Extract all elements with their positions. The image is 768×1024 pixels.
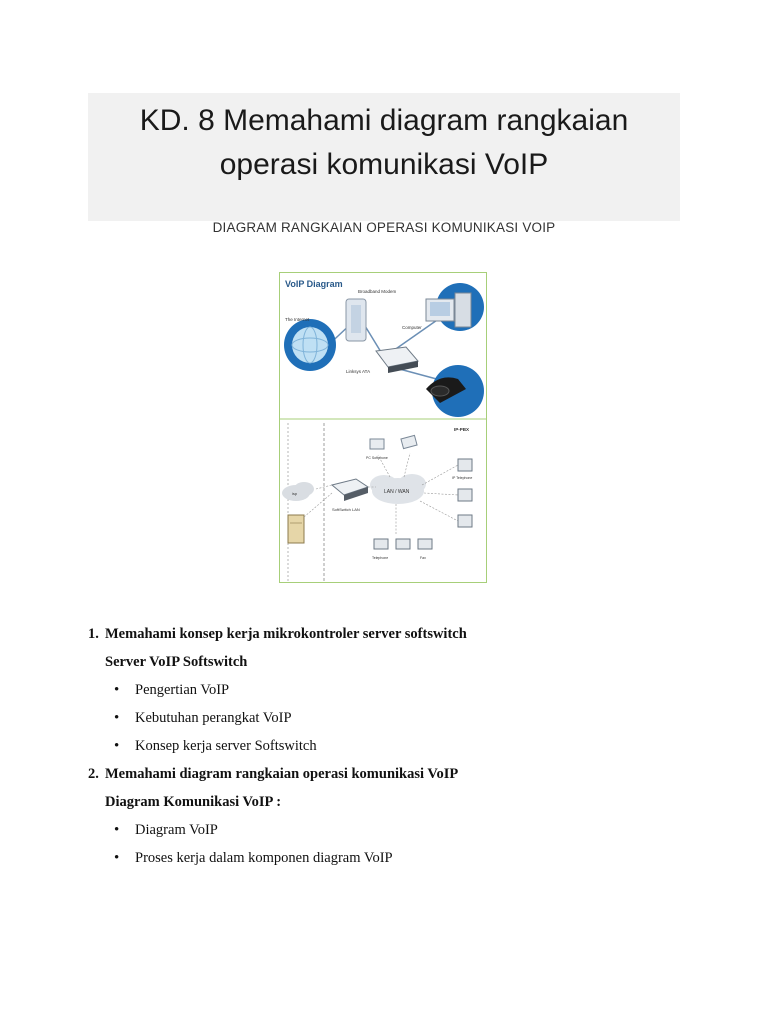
section-number: 2. [88,766,99,782]
svg-text:IP Telephone: IP Telephone [452,476,473,480]
diagram-title: VoIP Diagram [285,279,343,289]
page-title [88,93,680,187]
section-subheading: Diagram Komunikasi VoIP : [105,794,282,810]
svg-text:Linksys ATA: Linksys ATA [346,369,371,374]
server-icon [288,515,304,543]
list-item: • Kebutuhan perangkat VoIP [114,704,688,732]
section-number: 1. [88,626,99,642]
list-item: • Proses kerja dalam komponen diagram VoIP [114,844,688,872]
page-title-line-1: KD. 8 Memahami diagram rangkaian [139,104,629,137]
telephone-fax-icons [374,539,432,549]
voip-diagram-top-panel [280,273,486,418]
svg-text:Telephone: Telephone [372,556,389,560]
svg-text:LAN / WAN: LAN / WAN [384,489,410,495]
broadband-modem-icon [346,299,366,341]
title-banner [88,93,680,221]
bullet-list [88,816,688,872]
list-item: • Pengertian VoIP [114,676,688,704]
internet-globe-icon [284,319,336,371]
list-item: • Konsep kerja server Softswitch [114,732,688,760]
ip-telephone-icons [458,459,472,527]
svg-text:Broadband Modem: Broadband Modem [358,289,397,294]
section-heading [88,620,688,648]
section-subtitle: DIAGRAM RANGKAIAN OPERASI KOMUNIKASI VOIP [212,220,556,235]
section-1 [88,620,688,760]
section-heading-text: Memahami diagram rangkaian operasi komunikasi VoIP [105,766,459,782]
section-subheading: Server VoIP Softswitch [105,654,248,670]
list-item: • Diagram VoIP [114,816,688,844]
section-heading-text: Memahami konsep kerja mikrokontroler server softswitch [105,626,467,642]
bullet-list [88,676,688,760]
svg-text:PC Softphone: PC Softphone [366,456,388,460]
page-title-line-2: operasi komunikasi VoIP [219,148,549,181]
voip-diagram-image [279,272,487,583]
svg-text:isp: isp [292,491,298,496]
section-heading [88,760,688,788]
svg-text:Computer: Computer [402,325,422,330]
svg-text:SoftSwitch LAN: SoftSwitch LAN [332,507,360,512]
voip-diagram-bottom-panel [280,420,486,582]
svg-text:IP-PBX: IP-PBX [454,427,470,432]
section-2 [88,760,688,872]
svg-text:Fax: Fax [420,556,426,560]
svg-text:The Internet: The Internet [285,317,310,322]
content-list [88,620,688,872]
